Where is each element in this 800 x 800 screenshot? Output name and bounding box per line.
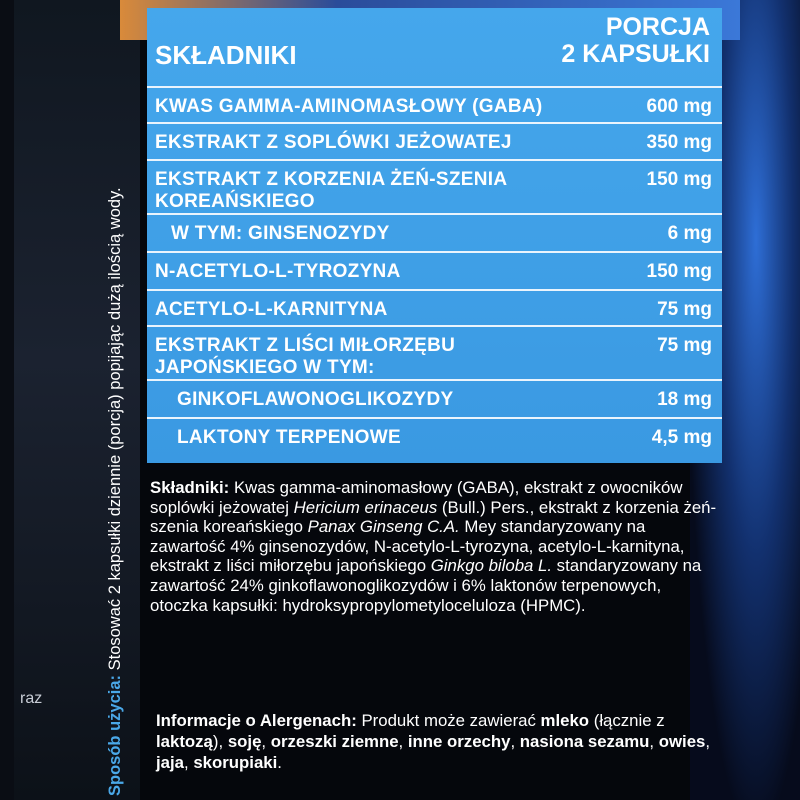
allergen-item: soję bbox=[227, 732, 262, 751]
row-amount: 18 mg bbox=[657, 389, 712, 410]
allergen-item: nasiona sezamu bbox=[519, 732, 650, 751]
row-amount: 75 mg bbox=[657, 299, 712, 320]
row-name: ACETYLO-L-KARNITYNA bbox=[155, 299, 388, 320]
allergen-part: , bbox=[510, 732, 520, 751]
ingredients-part: Kwas gamma-aminomasłowy (GABA), ekstrakt z owocników soplówki jeżowatej bbox=[150, 478, 683, 517]
row-name bbox=[155, 169, 507, 213]
ingredients-latin-name: Ginkgo biloba L. bbox=[430, 556, 553, 576]
row-name: GINKOFLAWONOGLIKOZYDY bbox=[177, 389, 454, 410]
ingredients-part: standaryzowany na zawartość 24% ginkoflawonoglikozydów i 6% laktonów terpenowych, otoczka kapsułki: hydroksypropylometyloceluloza (HPMC). bbox=[150, 556, 702, 615]
portion-header-line1: PORCJA bbox=[605, 13, 710, 41]
allergen-part: , bbox=[649, 732, 659, 751]
allergen-item: laktozą bbox=[156, 732, 213, 751]
background-left-strip bbox=[0, 0, 14, 800]
allergen-item: jaja bbox=[156, 753, 184, 772]
table-row bbox=[147, 124, 722, 161]
ingredients-part: (Bull.) Pers., ekstrakt z korzenia żeń-szenia koreańskiego bbox=[150, 497, 717, 537]
row-amount: 150 mg bbox=[646, 261, 712, 282]
allergen-part: , bbox=[398, 732, 408, 751]
ingredients-text bbox=[150, 478, 720, 708]
usage-label: Sposób użycia: bbox=[106, 674, 124, 796]
row-amount: 350 mg bbox=[646, 132, 712, 153]
row-amount: 4,5 mg bbox=[651, 427, 712, 448]
allergen-item: mleko bbox=[540, 711, 590, 730]
row-amount: 150 mg bbox=[646, 169, 712, 190]
cut-off-text-fragment: raz bbox=[20, 690, 43, 707]
table-row bbox=[147, 88, 722, 124]
table-title: SKŁADNIKI bbox=[155, 40, 297, 70]
table-row bbox=[147, 327, 722, 381]
row-name: W TYM: GINSENOZYDY bbox=[171, 223, 390, 244]
allergen-item: owies bbox=[658, 732, 706, 751]
allergen-info bbox=[156, 710, 726, 773]
allergen-part: , bbox=[261, 732, 271, 751]
usage-instructions bbox=[106, 0, 125, 796]
table-header bbox=[147, 8, 722, 88]
usage-text: Stosować 2 kapsułki dziennie (porcja) popijając dużą ilością wody. bbox=[106, 187, 124, 675]
table-row bbox=[147, 253, 722, 291]
row-amount: 600 mg bbox=[646, 96, 712, 117]
row-name: N-ACETYLO-L-TYROZYNA bbox=[155, 261, 401, 282]
row-name-line1: EKSTRAKT Z LIŚCI MIŁORZĘBU bbox=[155, 335, 456, 356]
allergen-part: Produkt może zawierać bbox=[356, 711, 541, 730]
ingredients-part: Mey standaryzowany na zawartość 4% ginsenozydów, N-acetylo-L-tyrozyna, acetylo-L-karnityna, ekstrakt z liści miłorzębu japońskiego bbox=[150, 517, 685, 576]
ingredients-label: Składniki: bbox=[150, 478, 230, 497]
allergen-label: Informacje o Alergenach: bbox=[156, 711, 357, 730]
allergen-part: (łącznie z bbox=[589, 711, 665, 730]
ingredients-latin-name: Hericium erinaceus bbox=[293, 497, 438, 517]
ingredients-latin-name: Panax Ginseng C.A. bbox=[307, 517, 460, 537]
table-row bbox=[147, 161, 722, 215]
portion-header bbox=[561, 14, 710, 68]
allergen-item: skorupiaki bbox=[193, 753, 278, 772]
allergen-part: , bbox=[184, 753, 194, 772]
row-name: KWAS GAMMA-AMINOMASŁOWY (GABA) bbox=[155, 96, 543, 117]
row-name bbox=[155, 335, 455, 379]
allergen-part: , bbox=[705, 732, 711, 751]
portion-header-line2: 2 KAPSUŁKI bbox=[561, 40, 710, 68]
table-row bbox=[147, 381, 722, 419]
row-name-line2: KOREAŃSKIEGO bbox=[155, 191, 315, 212]
row-amount: 6 mg bbox=[667, 223, 712, 244]
table-row bbox=[147, 419, 722, 455]
table-row bbox=[147, 215, 722, 253]
allergen-part: . bbox=[277, 753, 282, 772]
nutrition-table bbox=[147, 8, 722, 463]
row-name-line2: JAPOŃSKIEGO W TYM: bbox=[155, 357, 375, 378]
row-amount: 75 mg bbox=[657, 335, 712, 356]
row-name: EKSTRAKT Z SOPLÓWKI JEŻOWATEJ bbox=[155, 132, 512, 153]
allergen-item: inne orzechy bbox=[407, 732, 511, 751]
allergen-item: orzeszki ziemne bbox=[270, 732, 399, 751]
allergen-part: ), bbox=[212, 732, 228, 751]
table-row bbox=[147, 291, 722, 327]
row-name-line1: EKSTRAKT Z KORZENIA ŻEŃ-SZENIA bbox=[155, 169, 508, 190]
row-name: LAKTONY TERPENOWE bbox=[177, 427, 401, 448]
